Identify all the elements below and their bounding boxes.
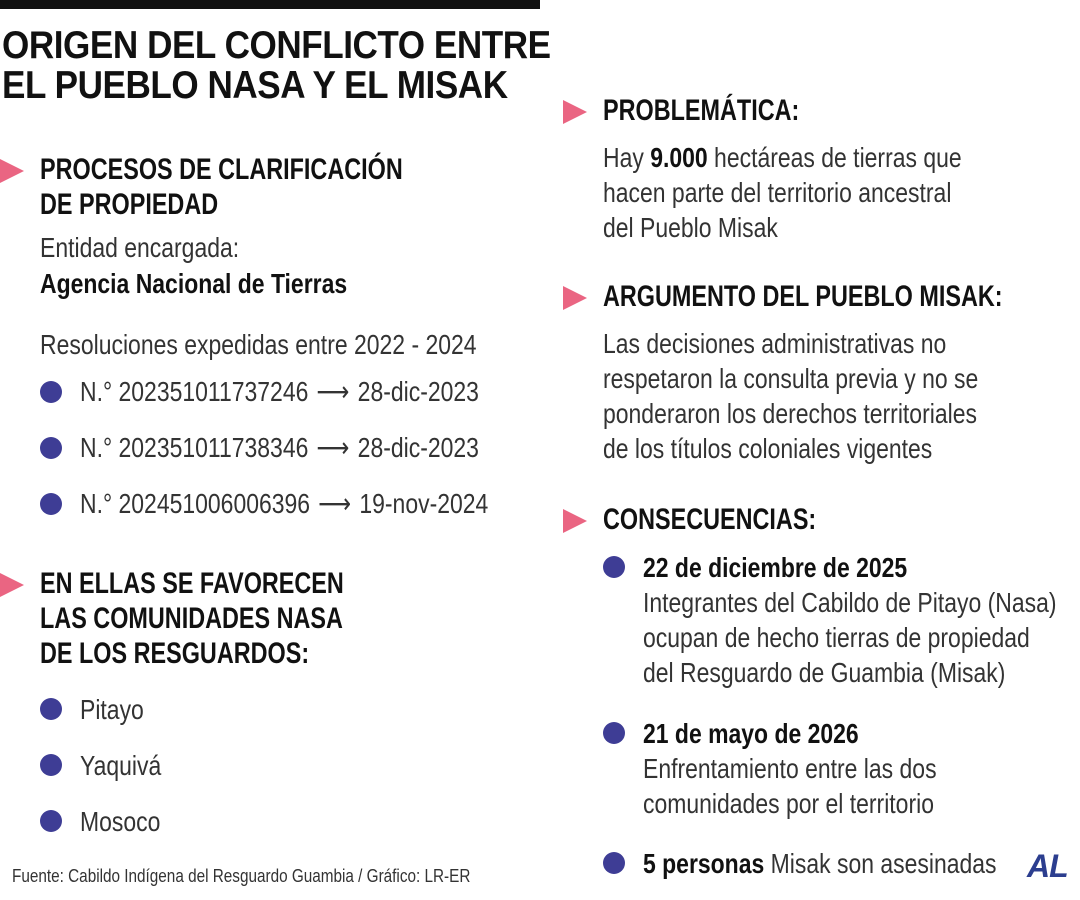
bullet-icon: [40, 754, 62, 776]
community-item: Pitayo: [80, 694, 144, 725]
bullet-icon: [603, 852, 625, 874]
page-title: [2, 26, 551, 106]
section-heading-favored: [40, 566, 344, 671]
section-heading-problem: PROBLEMÁTICA:: [603, 94, 800, 127]
problem-line: hacen parte del territorio ancestral: [603, 177, 952, 208]
section-heading-consequences: CONSECUENCIAS:: [603, 503, 817, 536]
section-heading-argument: ARGUMENTO DEL PUEBLO MISAK:: [603, 280, 1003, 313]
problem-text: [603, 140, 962, 245]
community-item: Yaquivá: [80, 750, 162, 781]
argument-line: de los títulos coloniales vigentes: [603, 433, 933, 464]
bullet-icon: [603, 722, 625, 744]
title-line: EL PUEBLO NASA Y EL MISAK: [2, 64, 508, 107]
consequence-date: 21 de mayo de 2026: [643, 718, 859, 749]
problem-line: Hay 9.000 hectáreas de tierras que: [603, 142, 962, 173]
section-marker-icon: [563, 100, 587, 124]
arrow-icon: ⟶: [318, 488, 352, 519]
title-line: ORIGEN DEL CONFLICTO ENTRE: [2, 24, 551, 67]
argument-line: respetaron la consulta previa y no se: [603, 363, 979, 394]
source-note: Fuente: Cabildo Indígena del Resguardo Guambia / Gráfico: LR-ER: [12, 866, 471, 886]
consequence-date: 22 de diciembre de 2025: [643, 552, 908, 583]
section-marker-icon: [0, 573, 24, 597]
consequence-line: Integrantes del Cabildo de Pitayo (Nasa): [643, 587, 1057, 618]
consequence-line: Enfrentamiento entre las dos: [643, 753, 937, 784]
heading-line: DE PROPIEDAD: [40, 188, 219, 221]
heading-line: LAS COMUNIDADES NASA: [40, 602, 343, 635]
resolution-date: 28-dic-2023: [357, 376, 479, 407]
bullet-icon: [40, 381, 62, 403]
argument-line: Las decisiones administrativas no: [603, 328, 947, 359]
entity-name: Agencia Nacional de Tierras: [40, 268, 348, 299]
consequence-item: [643, 846, 997, 881]
community-item: Mosoco: [80, 806, 161, 837]
bullet-icon: [40, 810, 62, 832]
resolution-number: N.° 202351011738346: [80, 432, 309, 463]
consequence-line: ocupan de hecho tierras de propiedad: [643, 622, 1030, 653]
resolution-number: N.° 202351011737246: [80, 376, 309, 407]
heading-line: DE LOS RESGUARDOS:: [40, 637, 310, 670]
argument-text: [603, 326, 978, 466]
section-marker-icon: [563, 286, 587, 310]
bullet-icon: [40, 698, 62, 720]
victims-count: 5 personas: [643, 848, 765, 879]
bullet-icon: [40, 493, 62, 515]
consequence-line: del Resguardo de Guambia (Misak): [643, 657, 1006, 688]
resolution-date: 19-nov-2024: [359, 488, 489, 519]
consequence-line: Misak son asesinadas: [764, 848, 997, 879]
resolution-number: N.° 202451006006396: [80, 488, 311, 519]
heading-line: PROCESOS DE CLARIFICACIÓN: [40, 153, 403, 186]
bullet-icon: [603, 556, 625, 578]
heading-line: EN ELLAS SE FAVORECEN: [40, 567, 344, 600]
section-heading-processes: [40, 152, 403, 222]
consequence-item: [643, 716, 937, 821]
arrow-icon: ⟶: [316, 432, 350, 463]
argument-line: ponderaron los derechos territoriales: [603, 398, 977, 429]
problem-line: del Pueblo Misak: [603, 212, 778, 243]
consequence-item: [643, 550, 1057, 690]
resolution-item: [80, 430, 479, 465]
hectares-value: 9.000: [650, 142, 708, 173]
bullet-icon: [40, 437, 62, 459]
resolution-item: [80, 374, 479, 409]
resolution-date: 28-dic-2023: [357, 432, 479, 463]
top-bar: [0, 0, 540, 9]
arrow-icon: ⟶: [316, 376, 350, 407]
entity-label: Entidad encargada:: [40, 232, 240, 263]
section-marker-icon: [563, 509, 587, 533]
resolutions-label: Resoluciones expedidas entre 2022 - 2024: [40, 329, 477, 360]
section-marker-icon: [0, 159, 24, 183]
brand-logo: AL: [1027, 848, 1068, 884]
resolution-item: [80, 486, 488, 521]
consequence-line: comunidades por el territorio: [643, 788, 934, 819]
